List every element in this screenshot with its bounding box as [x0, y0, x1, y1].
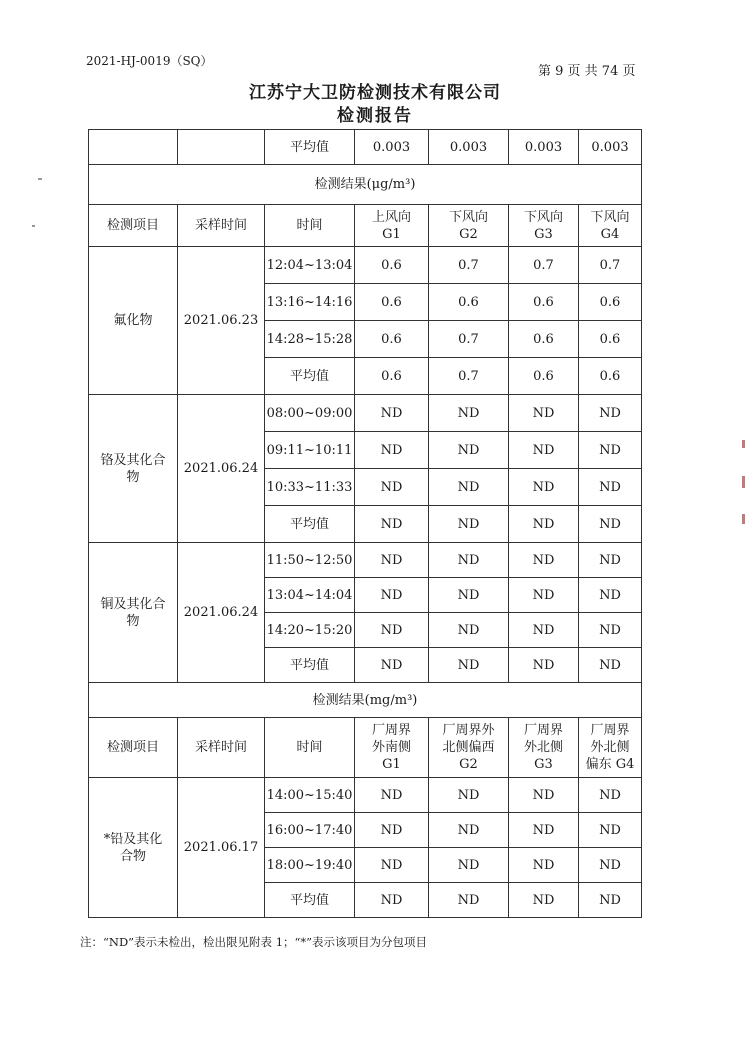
item-name-cell: 氟化物 — [89, 247, 178, 395]
value-cell: ND — [579, 883, 642, 918]
page-info: 第 9 页 共 74 页 — [538, 64, 636, 79]
time-cell: 12:04~13:04 — [265, 247, 355, 284]
value-cell: ND — [509, 469, 579, 506]
value-cell: ND — [429, 648, 509, 683]
value-cell: ND — [509, 648, 579, 683]
company-name: 江苏宁大卫防检测技术有限公司 — [249, 83, 501, 103]
value-cell: ND — [355, 883, 429, 918]
time-cell: 平均值 — [265, 358, 355, 395]
value-cell: 0.003 — [355, 130, 429, 165]
value-cell: ND — [355, 778, 429, 813]
time-cell: 平均值 — [265, 506, 355, 543]
value-cell: ND — [429, 778, 509, 813]
value-cell: 0.003 — [579, 130, 642, 165]
value-cell: 0.6 — [509, 321, 579, 358]
section-unit-title: 检测结果(mg/m³) — [89, 683, 642, 718]
header-point-g2: 下风向 G2 — [429, 205, 509, 247]
value-cell: ND — [355, 543, 429, 578]
table-row — [89, 247, 642, 284]
value-cell: ND — [429, 395, 509, 432]
value-cell: ND — [579, 469, 642, 506]
time-cell: 16:00~17:40 — [265, 813, 355, 848]
header-point-g3: 下风向 G3 — [509, 205, 579, 247]
item-name-cell: *铅及其化 合物 — [89, 778, 178, 918]
value-cell: ND — [355, 848, 429, 883]
value-cell: ND — [509, 395, 579, 432]
header-time: 时间 — [265, 205, 355, 247]
value-cell: 0.7 — [429, 321, 509, 358]
value-cell: ND — [429, 578, 509, 613]
value-cell: ND — [579, 813, 642, 848]
value-cell: ND — [355, 432, 429, 469]
value-cell: ND — [579, 578, 642, 613]
time-cell: 13:16~14:16 — [265, 284, 355, 321]
header-point-g4: 厂周界 外北侧 偏东 G4 — [579, 718, 642, 778]
value-cell: ND — [579, 506, 642, 543]
header-point-g2: 厂周界外 北侧偏西 G2 — [429, 718, 509, 778]
value-cell: ND — [579, 648, 642, 683]
value-cell: ND — [579, 778, 642, 813]
scan-speck — [38, 178, 42, 180]
value-cell: 0.6 — [355, 284, 429, 321]
header-point-g3: 厂周界 外北侧 G3 — [509, 718, 579, 778]
value-cell: ND — [579, 543, 642, 578]
header-time: 时间 — [265, 718, 355, 778]
value-cell: ND — [509, 613, 579, 648]
date-cell: 2021.06.23 — [178, 247, 265, 395]
value-cell: 0.6 — [579, 321, 642, 358]
date-cell: 2021.06.24 — [178, 395, 265, 543]
value-cell: 0.7 — [429, 247, 509, 284]
header-item: 检测项目 — [89, 205, 178, 247]
value-cell: 0.6 — [579, 284, 642, 321]
value-cell: 0.003 — [429, 130, 509, 165]
section-unit-title: 检测结果(μg/m³) — [89, 165, 642, 205]
value-cell: ND — [355, 506, 429, 543]
empty-cell — [89, 130, 178, 165]
value-cell: ND — [509, 813, 579, 848]
value-cell: ND — [429, 543, 509, 578]
scan-speck — [742, 476, 745, 488]
value-cell: ND — [579, 432, 642, 469]
value-cell: ND — [355, 469, 429, 506]
header-point-g1: 厂周界 外南侧 G1 — [355, 718, 429, 778]
header-point-g1: 上风向 G1 — [355, 205, 429, 247]
value-cell: 0.003 — [509, 130, 579, 165]
value-cell: ND — [509, 848, 579, 883]
time-cell: 14:20~15:20 — [265, 613, 355, 648]
time-cell: 平均值 — [265, 648, 355, 683]
header-point-g4: 下风向 G4 — [579, 205, 642, 247]
value-cell: ND — [429, 883, 509, 918]
value-cell: ND — [509, 778, 579, 813]
value-cell: ND — [509, 883, 579, 918]
time-cell: 13:04~14:04 — [265, 578, 355, 613]
value-cell: ND — [429, 813, 509, 848]
section-title-row — [89, 683, 642, 718]
value-cell: ND — [429, 848, 509, 883]
value-cell: ND — [509, 543, 579, 578]
table-row — [89, 543, 642, 578]
time-cell: 14:28~15:28 — [265, 321, 355, 358]
time-cell: 平均值 — [265, 130, 355, 165]
value-cell: ND — [579, 613, 642, 648]
results-table — [88, 129, 642, 918]
value-cell: 0.6 — [355, 321, 429, 358]
time-cell: 11:50~12:50 — [265, 543, 355, 578]
header-row — [89, 718, 642, 778]
value-cell: ND — [579, 848, 642, 883]
report-title: 检测报告 — [337, 106, 413, 126]
value-cell: 0.7 — [509, 247, 579, 284]
time-cell: 09:11~10:11 — [265, 432, 355, 469]
item-name-cell: 铬及其化合 物 — [89, 395, 178, 543]
value-cell: 0.7 — [579, 247, 642, 284]
value-cell: ND — [429, 613, 509, 648]
value-cell: 0.6 — [355, 358, 429, 395]
value-cell: ND — [509, 432, 579, 469]
table-row — [89, 130, 642, 165]
value-cell: 0.6 — [579, 358, 642, 395]
scan-speck — [742, 514, 745, 524]
value-cell: ND — [509, 506, 579, 543]
value-cell: ND — [429, 506, 509, 543]
header-sample-time: 采样时间 — [178, 205, 265, 247]
time-cell: 10:33~11:33 — [265, 469, 355, 506]
time-cell: 14:00~15:40 — [265, 778, 355, 813]
time-cell: 08:00~09:00 — [265, 395, 355, 432]
value-cell: ND — [579, 395, 642, 432]
time-cell: 18:00~19:40 — [265, 848, 355, 883]
value-cell: ND — [355, 813, 429, 848]
value-cell: 0.6 — [509, 358, 579, 395]
value-cell: 0.7 — [429, 358, 509, 395]
report-code: 2021-HJ-0019（SQ） — [86, 54, 213, 68]
value-cell: 0.6 — [429, 284, 509, 321]
time-cell: 平均值 — [265, 883, 355, 918]
value-cell: 0.6 — [509, 284, 579, 321]
header-item: 检测项目 — [89, 718, 178, 778]
scan-speck — [742, 440, 745, 448]
date-cell: 2021.06.24 — [178, 543, 265, 683]
date-cell: 2021.06.17 — [178, 778, 265, 918]
header-sample-time: 采样时间 — [178, 718, 265, 778]
value-cell: 0.6 — [355, 247, 429, 284]
item-name-cell: 铜及其化合 物 — [89, 543, 178, 683]
empty-cell — [178, 130, 265, 165]
value-cell: ND — [355, 648, 429, 683]
value-cell: ND — [429, 469, 509, 506]
scan-speck — [32, 225, 35, 227]
section-title-row — [89, 165, 642, 205]
value-cell: ND — [355, 613, 429, 648]
footnote: 注：“ND”表示未检出，检出限见附表 1；“*”表示该项目为分包项目 — [80, 935, 428, 949]
table-row — [89, 778, 642, 813]
value-cell: ND — [429, 432, 509, 469]
value-cell: ND — [355, 395, 429, 432]
table-row — [89, 395, 642, 432]
header-row — [89, 205, 642, 247]
value-cell: ND — [509, 578, 579, 613]
value-cell: ND — [355, 578, 429, 613]
